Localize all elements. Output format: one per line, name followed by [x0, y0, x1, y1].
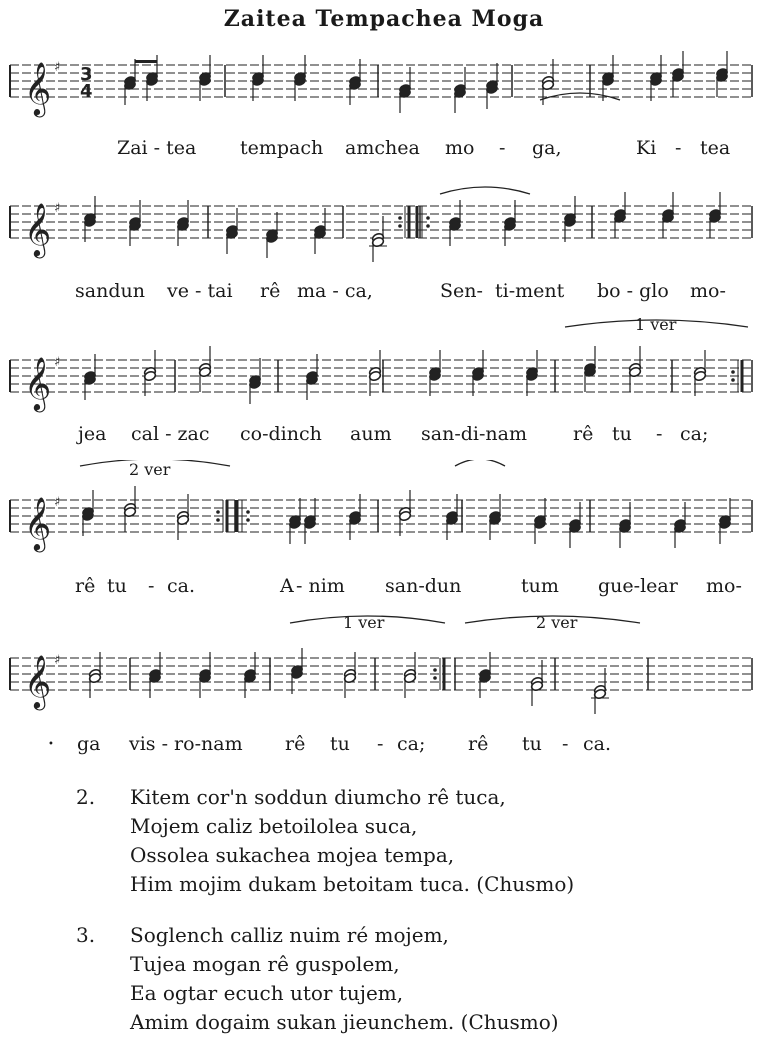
- lyric-line-2: [0, 280, 768, 306]
- music-system-1: [0, 40, 768, 180]
- lyric-syllable: ga,: [532, 137, 562, 159]
- treble-clef-icon: 𝄞: [24, 202, 52, 256]
- lyric-syllable: tu: [330, 733, 350, 755]
- sharp-icon: ♯: [54, 495, 61, 510]
- lyric-syllable: tea: [700, 137, 731, 159]
- lyric-syllable: A: [280, 575, 294, 597]
- lyric-syllable: ma - ca,: [297, 280, 373, 302]
- stanza-line: Amim dogaim sukan jieunchem. (Chusmo): [130, 1010, 559, 1034]
- time-signature-top: 3: [80, 64, 93, 85]
- lyric-line-1: [0, 137, 768, 163]
- lyric-syllable: san-di-nam: [421, 423, 527, 445]
- repeat-dot: [398, 216, 402, 220]
- volta-label: 2 ver: [129, 460, 171, 479]
- music-system-3: [0, 315, 768, 460]
- lyric-syllable: mo-: [706, 575, 742, 597]
- lyric-syllable: san-dun: [385, 575, 462, 597]
- lyric-syllable: ca.: [167, 575, 196, 597]
- staff-2: [0, 186, 768, 276]
- lyric-syllable: Zai - tea: [117, 137, 197, 159]
- slur: [565, 320, 748, 327]
- lyric-syllable: rê: [285, 733, 306, 755]
- lyric-syllable: tum: [521, 575, 559, 597]
- staff-1: [0, 40, 768, 130]
- staff-lines: [10, 65, 752, 97]
- lyric-syllable: -: [656, 423, 663, 445]
- repeat-dot: [433, 668, 437, 672]
- lyric-syllable: sandun: [75, 280, 145, 302]
- lyric-syllable: -: [562, 733, 569, 755]
- music-system-5: [0, 613, 768, 763]
- lyric-syllable: co-dinch: [240, 423, 322, 445]
- lyric-syllable: cal - zac: [131, 423, 210, 445]
- lyric-syllable: ti-ment: [495, 280, 565, 302]
- repeat-dot: [433, 676, 437, 680]
- lyric-syllable: vis - ro-nam: [129, 733, 243, 755]
- lyric-syllable: Sen-: [440, 280, 483, 302]
- lyric-line-5: [0, 733, 768, 759]
- volta-label: 1 ver: [635, 315, 677, 334]
- note-beam: [135, 60, 157, 63]
- lyric-syllable: -: [148, 575, 155, 597]
- lyric-syllable: -: [499, 137, 506, 159]
- staff-lines: [10, 206, 752, 238]
- volta-label: 1 ver: [343, 613, 385, 632]
- stanza-line: Tujea mogan rê guspolem,: [130, 952, 400, 976]
- lyric-syllable: bo - glo: [597, 280, 669, 302]
- lyric-line-3: [0, 423, 768, 449]
- stanza-line: Mojem caliz betoilolea suca,: [130, 814, 418, 838]
- lyric-syllable: - nim: [296, 575, 345, 597]
- lyric-syllable: ve - tai: [167, 280, 233, 302]
- time-signature-bottom: 4: [80, 81, 93, 102]
- repeat-dot: [246, 518, 250, 522]
- lyric-syllable: ca.: [583, 733, 612, 755]
- staff-lines: [10, 500, 752, 532]
- lyric-syllable: rê: [468, 733, 489, 755]
- repeat-dot: [426, 224, 430, 228]
- lyric-syllable: ga: [77, 733, 101, 755]
- repeat-dot: [216, 518, 220, 522]
- repeat-dot: [398, 224, 402, 228]
- staff-3: [0, 315, 768, 425]
- repeat-dot: [426, 216, 430, 220]
- lyric-syllable: mo-: [690, 280, 726, 302]
- volta-label: 2 ver: [536, 613, 578, 632]
- slur: [440, 187, 530, 194]
- sharp-icon: ♯: [54, 201, 61, 216]
- stanza-line: Him mojim dukam betoitam tuca. (Chusmo): [130, 872, 575, 896]
- stanza-line: Ea ogtar ecuch utor tujem,: [130, 981, 404, 1005]
- treble-clef-icon: 𝄞: [24, 61, 52, 115]
- lyric-syllable: -: [377, 733, 384, 755]
- slur: [465, 616, 640, 623]
- lyric-syllable: amchea: [345, 137, 420, 159]
- sharp-icon: ♯: [54, 355, 61, 370]
- sharp-icon: ♯: [54, 60, 61, 75]
- lyric-syllable: Ki: [636, 137, 657, 159]
- sharp-icon: ♯: [54, 653, 61, 668]
- lyric-syllable: tu: [612, 423, 632, 445]
- staff-5: [0, 613, 768, 723]
- repeat-dot: [246, 510, 250, 514]
- treble-clef-icon: 𝄞: [24, 654, 52, 708]
- lyric-syllable: jea: [78, 423, 107, 445]
- music-system-2: [0, 186, 768, 316]
- lyric-syllable: mo: [445, 137, 475, 159]
- slur: [290, 616, 445, 623]
- lyric-line-4: [0, 575, 768, 601]
- lyric-syllable: •: [48, 739, 54, 750]
- repeat-dot: [216, 510, 220, 514]
- lyric-syllable: rê: [260, 280, 281, 302]
- staff-4: [0, 460, 768, 570]
- lyric-syllable: rê: [75, 575, 96, 597]
- stanza-line: Kitem cor'n soddun diumcho rê tuca,: [130, 785, 506, 809]
- slur: [80, 460, 230, 466]
- lyric-syllable: aum: [350, 423, 392, 445]
- stanza-number: 3.: [76, 923, 96, 947]
- lyric-syllable: tu: [107, 575, 127, 597]
- lyric-syllable: tempach: [240, 137, 324, 159]
- repeat-dot: [731, 370, 735, 374]
- lyric-syllable: ca;: [680, 423, 709, 445]
- slur: [455, 460, 505, 466]
- staff-lines: [10, 658, 752, 690]
- lyric-syllable: tu: [522, 733, 542, 755]
- song-title: Zaitea Tempachea Moga: [223, 6, 545, 32]
- music-system-4: [0, 460, 768, 605]
- repeat-dot: [731, 378, 735, 382]
- treble-clef-icon: 𝄞: [24, 496, 52, 550]
- stanza-line: Soglench calliz nuim ré mojem,: [130, 923, 449, 947]
- stanza-line: Ossolea sukachea mojea tempa,: [130, 843, 455, 867]
- lyric-syllable: -: [675, 137, 682, 159]
- treble-clef-icon: 𝄞: [24, 356, 52, 410]
- lyric-syllable: gue-lear: [598, 575, 678, 597]
- stanza-number: 2.: [76, 785, 96, 809]
- lyric-syllable: rê: [573, 423, 594, 445]
- lyric-syllable: ca;: [397, 733, 426, 755]
